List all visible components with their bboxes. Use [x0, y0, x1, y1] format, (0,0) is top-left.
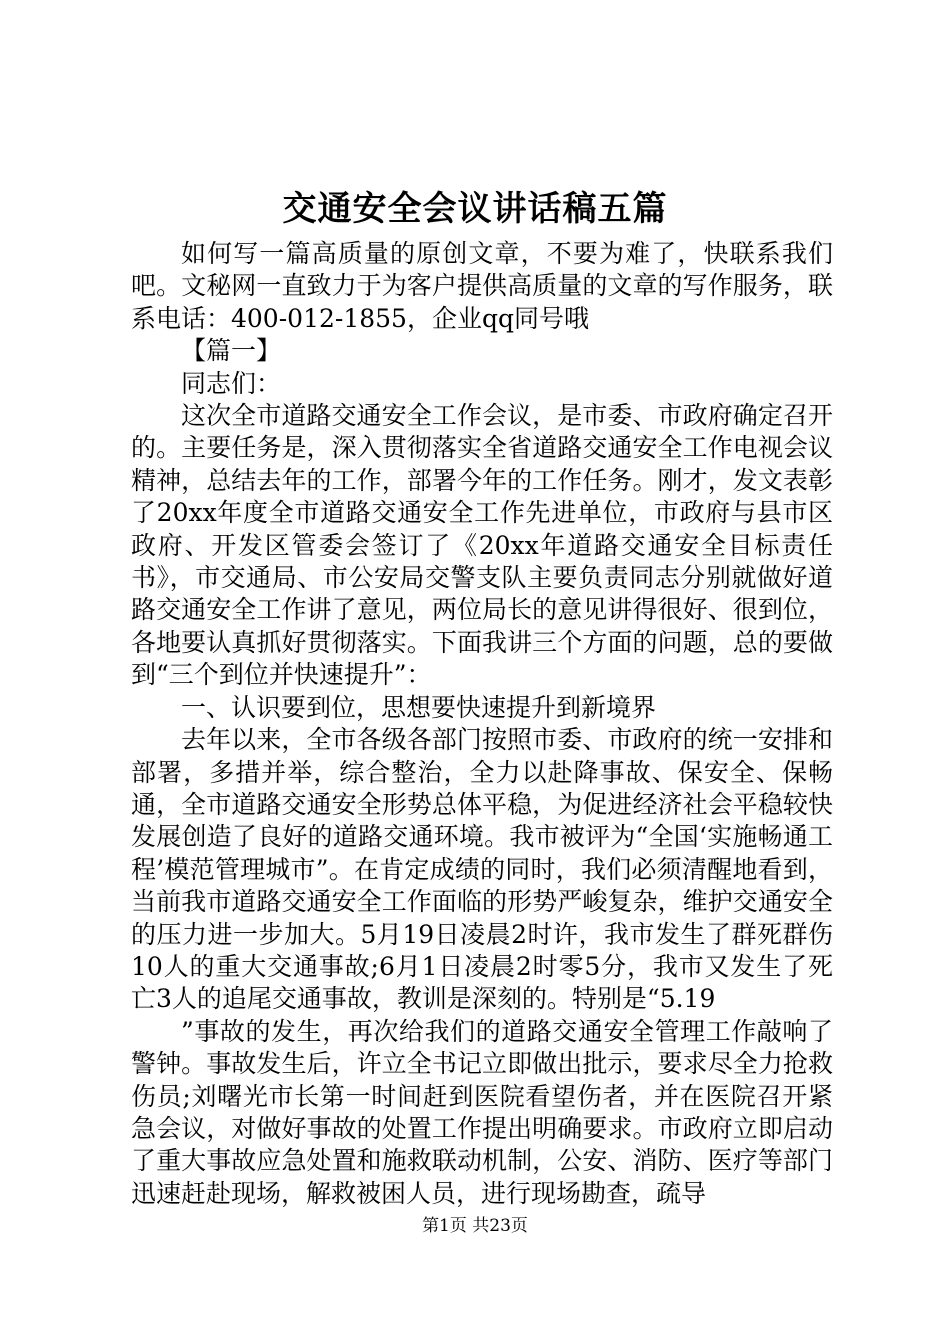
intro-paragraph: 如何写一篇高质量的原创文章，不要为难了，快联系我们吧。文秘网一直致力于为客户提供高质量的文章的写作服务，联系电话：400-012-1855，企业qq同号哦 [131, 239, 833, 333]
salutation: 同志们： [181, 368, 282, 398]
page-footer: 第1页 共23页 [422, 1216, 528, 1236]
body-paragraph: 这次全市道路交通安全工作会议，是市委、市政府确定召开的。主要任务是，深入贯彻落实全省道路交通安全工作电视会议精神，总结去年的工作，部署今年的工作任务。刚才，发文表彰了20xx年度全市道路交通安全工作先进单位，市政府与县市区政府、开发区管委会签订了《20xx年道路交通安全目标责任书》，市交通局、市公安局交警支队主要负责同志分别就做好道路交通安全工作讲了意见，两位局长的意见讲得很好、很到位，各地要认真抓好贯彻落实。下面我讲三个方面的问题，总的要做到“三个到位并快速提升”： [131, 401, 833, 690]
document-title: 交通安全会议讲话稿五篇 [282, 189, 668, 229]
section-heading: 【篇一】 [181, 336, 282, 366]
subsection-heading: 一、认识要到位，思想要快速提升到新境界 [181, 692, 657, 722]
document-body [131, 238, 833, 1210]
body-paragraph: 去年以来，全市各级各部门按照市委、市政府的统一安排和部署，多措并举，综合整治，全力以赴降事故、保安全、保畅通，全市道路交通安全形势总体平稳，为促进经济社会平稳较快发展创造了良好的道路交通环境。我市被评为“全国‘实施畅通工程’模范管理城市”。在肯定成绩的同时，我们必须清醒地看到，当前我市道路交通安全工作面临的形势严峻复杂，维护交通安全的压力进一步加大。5月19日凌晨2时许，我市发生了群死群伤10人的重大交通事故;6月1日凌晨2时零5分，我市又发生了死亡3人的追尾交通事故，教训是深刻的。特别是“5.19 [131, 725, 833, 1014]
body-paragraph: ”事故的发生，再次给我们的道路交通安全管理工作敲响了警钟。事故发生后，许立全书记立即做出批示，要求尽全力抢救伤员;刘曙光市长第一时间赶到医院看望伤者，并在医院召开紧急会议，对做好事故的处置工作提出明确要求。市政府立即启动了重大事故应急处置和施救联动机制，公安、消防、医疗等部门迅速赶赴现场，解救被困人员，进行现场勘查，疏导 [131, 1016, 833, 1208]
